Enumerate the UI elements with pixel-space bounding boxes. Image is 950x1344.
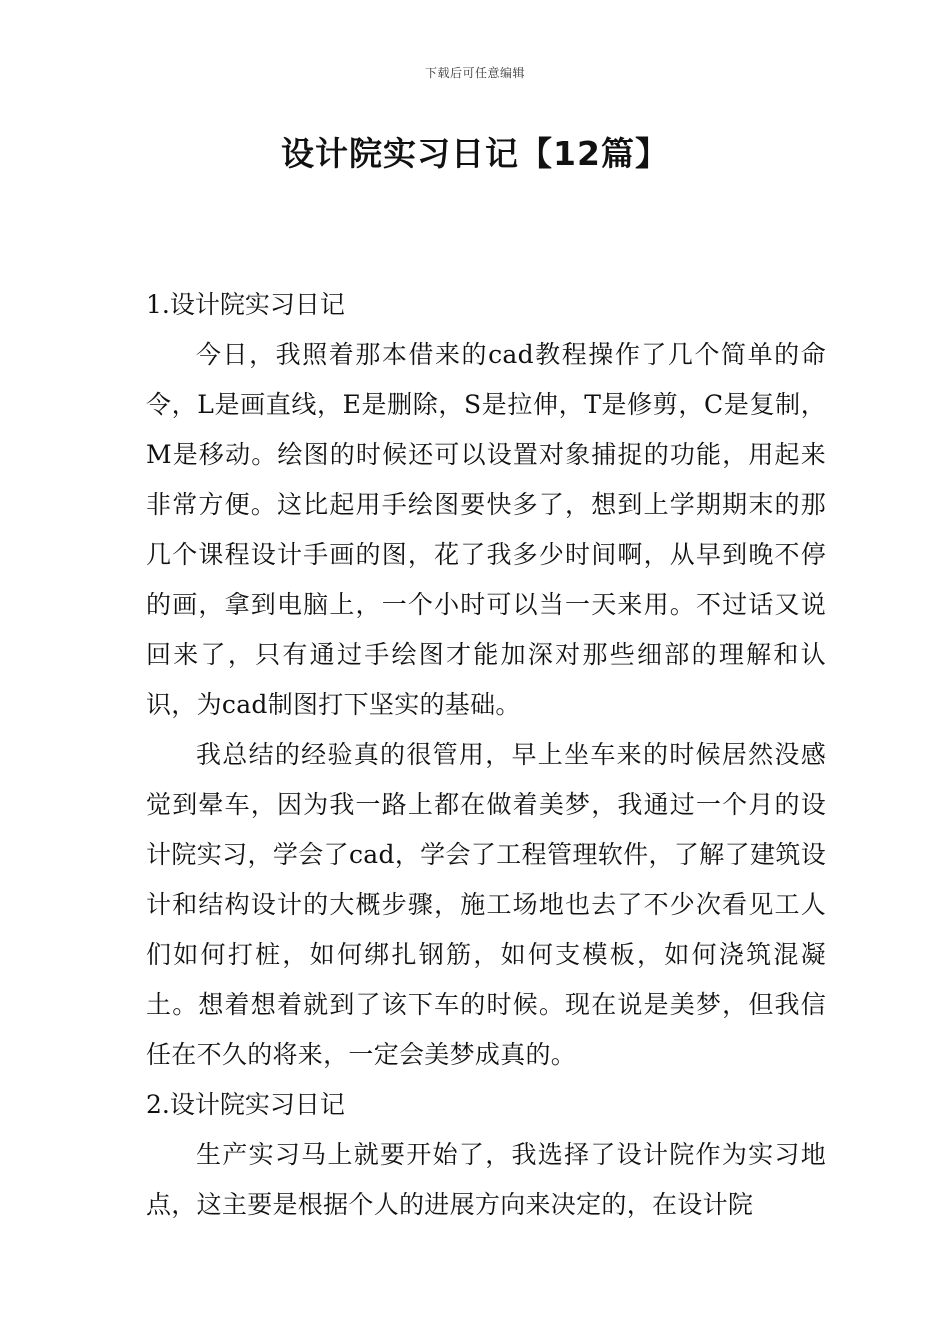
section-1-paragraph-1: 今日，我照着那本借来的cad教程操作了几个简单的命令，L是画直线，E是删除，S是拉伸，T是修剪，C是复制，M是移动。绘图的时候还可以设置对象捕捉的功能，用起来非常方便。这比起用手绘图要快多了，想到上学期期末的那几个课程设计手画的图，花了我多少时间啊，从早到晚不停的画，拿到电脑上，一个小时可以当一天来用。不过话又说回来了，只有通过手绘图才能加深对那些细部的理解和认识，为cad制图打下坚实的基础。	[146, 340, 826, 719]
section-1-paragraph-2: 我总结的经验真的很管用，早上坐车来的时候居然没感觉到晕车，因为我一路上都在做着美梦，我通过一个月的设计院实习，学会了cad，学会了工程管理软件，了解了建筑设计和结构设计的大概步骤，施工场地也去了不少次看见工人们如何打桩，如何绑扎钢筋，如何支模板，如何浇筑混凝土。想着想着就到了该下车的时候。现在说是美梦，但我信任在不久的将来，一定会美梦成真的。	[146, 740, 826, 1069]
section-heading-2: 2.设计院实习日记	[146, 1090, 345, 1119]
document-title: 设计院实习日记【12篇】	[281, 134, 669, 173]
header-note: 下载后可任意编辑	[424, 66, 525, 80]
section-heading-1: 1.设计院实习日记	[146, 290, 345, 319]
section-2-paragraph-1: 生产实习马上就要开始了，我选择了设计院作为实习地点，这主要是根据个人的进展方向来决定的，在设计院	[146, 1140, 826, 1219]
document-body	[146, 280, 826, 1230]
